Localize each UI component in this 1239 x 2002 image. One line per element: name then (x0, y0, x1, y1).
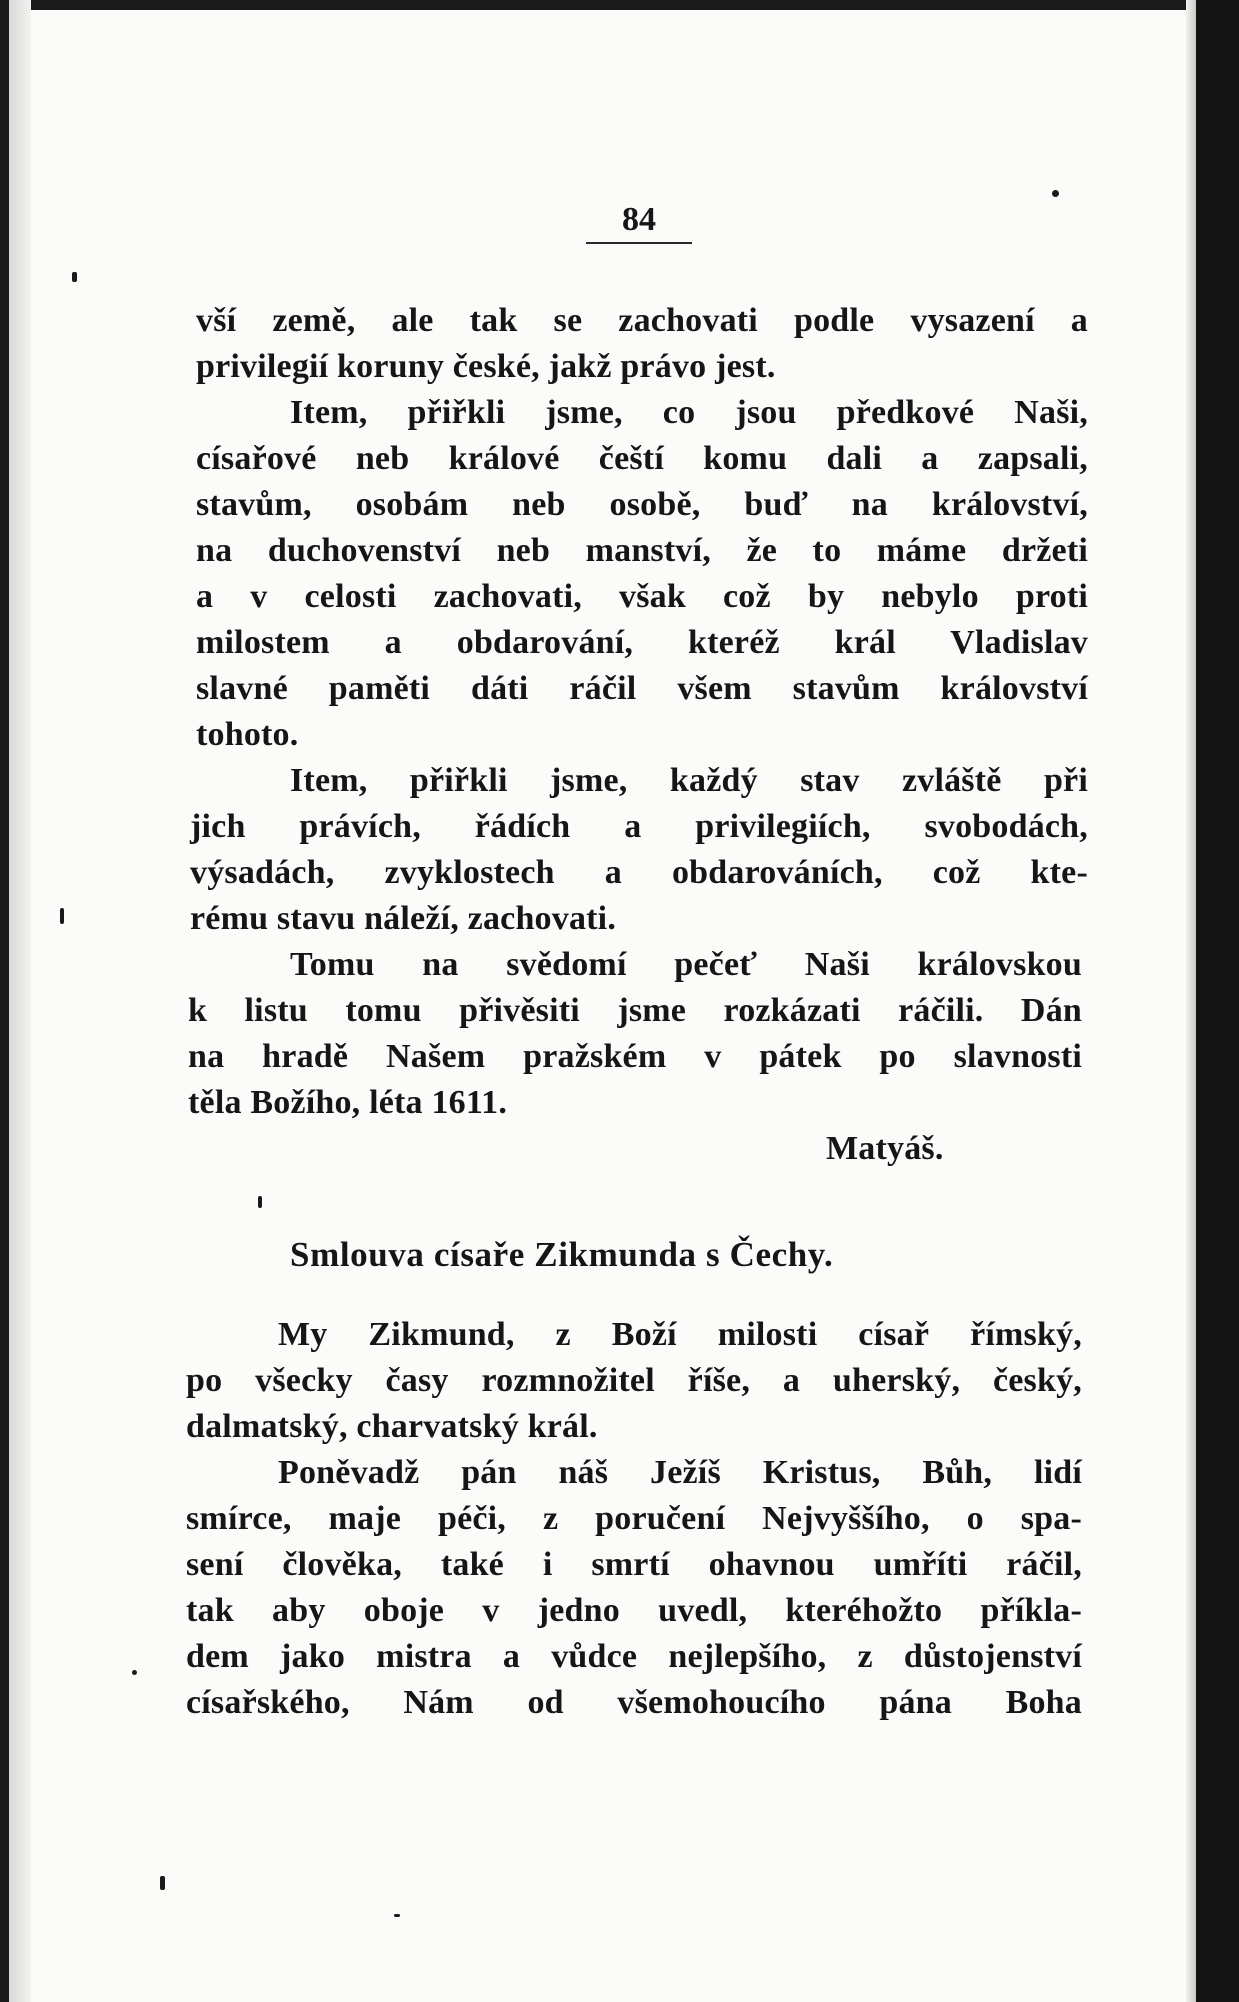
text-line: na duchovenství neb manství, že to máme držeti (196, 532, 1088, 569)
scan-speck (72, 272, 77, 282)
scan-speck (258, 1196, 262, 1208)
text-line: k listu tomu přivěsiti jsme rozkázati ráčili. Dán (188, 992, 1082, 1029)
scan-speck (1052, 190, 1059, 197)
text-line: císařové neb králové čeští komu dali a zapsali, (196, 440, 1088, 477)
signature: Matyáš. (826, 1130, 944, 1167)
text-line: tak aby oboje v jedno uvedl, kteréhožto příkla- (186, 1592, 1082, 1629)
page-header (584, 200, 694, 244)
text-line: výsadách, zvyklostech a obdarováních, což kte- (190, 854, 1088, 891)
text-line: Tomu na svědomí pečeť Naši královskou (290, 946, 1082, 983)
text-line: jich právích, řádích a privilegiích, svobodách, (190, 808, 1088, 845)
scan-border-right (1196, 0, 1239, 2002)
page-number: 84 (622, 201, 656, 238)
text-line: na hradě Našem pražském v pátek po slavnosti (188, 1038, 1082, 1075)
text-line: rému stavu náleží, zachovati. (190, 900, 617, 937)
text-line: dem jako mistra a vůdce nejlepšího, z důstojenství (186, 1638, 1082, 1675)
scan-speck (132, 1670, 137, 1675)
text-line: císařského, Nám od všemohoucího pána Boha (186, 1684, 1082, 1721)
scan-speck (60, 908, 64, 924)
scan-shadow-right (1186, 0, 1196, 2002)
scan-shadow-left (9, 0, 31, 2002)
text-line: slavné paměti dáti ráčil všem stavům království (196, 670, 1088, 707)
text-line: privilegií koruny české, jakž právo jest. (196, 348, 776, 385)
text-line: Item, přiřkli jsme, každý stav zvláště při (290, 762, 1088, 799)
scan-border-left (0, 0, 9, 2002)
text-line: My Zikmund, z Boží milosti císař římský, (278, 1316, 1082, 1353)
scan-border-top (0, 0, 1239, 10)
text-line: vší země, ale tak se zachovati podle vysazení a (196, 302, 1088, 339)
text-line: stavům, osobám neb osobě, buď na království, (196, 486, 1088, 523)
section-heading: Smlouva císaře Zikmunda s Čechy. (290, 1235, 834, 1274)
page-number-rule (586, 242, 692, 244)
text-line: dalmatský, charvatský král. (186, 1408, 598, 1445)
text-line: Poněvadž pán náš Ježíš Kristus, Bůh, lidí (278, 1454, 1082, 1491)
text-line: po všecky časy rozmnožitel říše, a uherský, český, (186, 1362, 1082, 1399)
text-line: tohoto. (196, 716, 299, 753)
text-line: sení člověka, také i smrtí ohavnou umříti ráčil, (186, 1546, 1082, 1583)
text-line: Item, přiřkli jsme, co jsou předkové Naši, (290, 394, 1088, 431)
text-line: smírce, maje péči, z poručení Nejvyššího, o spa- (186, 1500, 1082, 1537)
scan-speck (394, 1914, 400, 1917)
text-line: těla Božího, léta 1611. (188, 1084, 508, 1121)
text-line: milostem a obdarování, kteréž král Vladislav (196, 624, 1088, 661)
scan-speck (160, 1876, 165, 1890)
text-line: a v celosti zachovati, však což by nebylo proti (196, 578, 1088, 615)
